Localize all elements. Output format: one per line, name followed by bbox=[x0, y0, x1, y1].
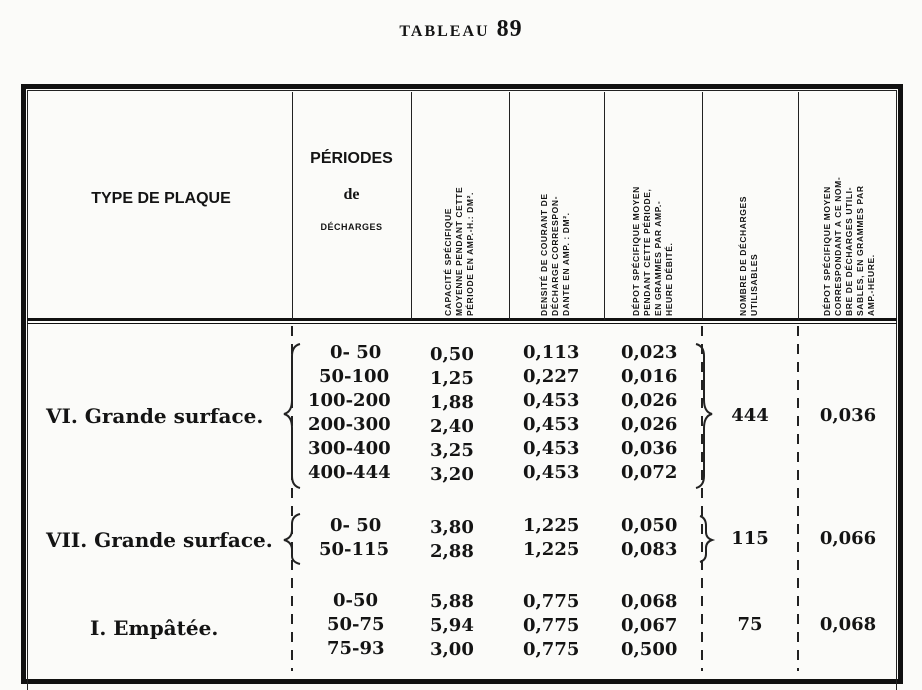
table-title-number: 89 bbox=[496, 16, 523, 42]
density-value: 1,225 bbox=[523, 515, 580, 536]
capacity-value: 2,88 bbox=[430, 541, 474, 562]
periods-column bbox=[308, 514, 389, 562]
header-periods-line1: PÉRIODES bbox=[310, 150, 393, 167]
count-value: 75 bbox=[737, 614, 763, 635]
capacity-column bbox=[430, 343, 474, 487]
deposit-value: 0,036 bbox=[621, 438, 678, 459]
density-value: 0,113 bbox=[523, 342, 580, 363]
header-periods bbox=[292, 150, 411, 232]
table-title bbox=[0, 16, 922, 43]
deposit-value: 0,050 bbox=[621, 515, 678, 536]
deposit-avg-value: 0,068 bbox=[819, 614, 877, 635]
col-divider-3 bbox=[509, 92, 510, 320]
count-value: 115 bbox=[731, 528, 769, 549]
capacity-value: 5,94 bbox=[430, 615, 474, 636]
period-value: 0- 50 bbox=[330, 515, 382, 536]
header-density: DENSITÉ DE COURANT DE DÉCHARGE CORRESPON- DANTE EN AMP. : DM². bbox=[539, 193, 571, 316]
density-value: 1,225 bbox=[523, 539, 580, 560]
density-value: 0,775 bbox=[523, 591, 580, 612]
capacity-value: 3,25 bbox=[430, 440, 474, 461]
capacity-value: 3,80 bbox=[430, 517, 474, 538]
density-column bbox=[523, 514, 579, 562]
deposit-value: 0,072 bbox=[621, 462, 678, 483]
deposit-column bbox=[621, 590, 677, 662]
col-divider-6 bbox=[798, 92, 799, 320]
density-value: 0,453 bbox=[523, 390, 580, 411]
period-value: 50-115 bbox=[319, 539, 390, 560]
density-value: 0,775 bbox=[523, 615, 580, 636]
capacity-value: 1,88 bbox=[430, 392, 474, 413]
group-type: VII. Grande surface. bbox=[46, 528, 273, 552]
periods-column bbox=[327, 589, 385, 661]
density-value: 0,227 bbox=[523, 366, 580, 387]
density-column bbox=[523, 341, 579, 485]
deposit-value: 0,026 bbox=[621, 390, 678, 411]
capacity-value: 3,20 bbox=[430, 464, 474, 485]
period-value: 200-300 bbox=[308, 414, 391, 435]
density-value: 0,453 bbox=[523, 438, 580, 459]
capacity-column bbox=[430, 590, 474, 662]
density-value: 0,453 bbox=[523, 414, 580, 435]
capacity-value: 1,25 bbox=[430, 368, 474, 389]
deposit-value: 0,500 bbox=[621, 639, 678, 660]
group-type: I. Empâtée. bbox=[90, 616, 219, 640]
header-rule-thin bbox=[27, 323, 897, 324]
period-value: 100-200 bbox=[308, 390, 391, 411]
table-title-word: TABLEAU bbox=[399, 23, 490, 40]
period-value: 50-75 bbox=[327, 614, 385, 635]
deposit-value: 0,068 bbox=[621, 591, 678, 612]
period-value: 0- 50 bbox=[330, 342, 382, 363]
deposit-avg-value: 0,036 bbox=[819, 405, 877, 426]
body-divider-1 bbox=[291, 326, 293, 671]
header-deposit-avg: DÉPOT SPÉCIFIQUE MOYEN CORRESPONDANT A CE NOM- BRE DE DÉCHARGES UTILI- SABLES, EN GRAMMES PAR AMP.-HEURE. bbox=[822, 176, 876, 316]
header-periods-line3: DÉCHARGES bbox=[320, 222, 383, 232]
period-value: 50-100 bbox=[319, 366, 390, 387]
period-value: 0-50 bbox=[333, 590, 379, 611]
header-count: NOMBRE DE DÉCHARGES UTILISABLES bbox=[738, 195, 759, 316]
periods-column bbox=[308, 341, 391, 485]
density-value: 0,775 bbox=[523, 639, 580, 660]
capacity-value: 3,00 bbox=[430, 639, 474, 660]
deposit-value: 0,016 bbox=[621, 366, 678, 387]
header-type: TYPE DE PLAQUE bbox=[91, 190, 231, 207]
capacity-value: 0,50 bbox=[430, 344, 474, 365]
deposit-value: 0,026 bbox=[621, 414, 678, 435]
density-value: 0,453 bbox=[523, 462, 580, 483]
header-deposit: DÉPOT SPÉCIFIQUE MOYEN PENDANT CETTE PÉRIODE, EN GRAMMES PAR AMP.- HEURE DÉBITÉ. bbox=[631, 186, 674, 316]
capacity-value: 5,88 bbox=[430, 591, 474, 612]
capacity-column bbox=[430, 516, 474, 564]
col-divider-4 bbox=[604, 92, 605, 320]
col-divider-5 bbox=[702, 92, 703, 320]
count-value: 444 bbox=[731, 405, 769, 426]
header-rule bbox=[27, 318, 897, 321]
deposit-value: 0,067 bbox=[621, 615, 678, 636]
deposit-value: 0,023 bbox=[621, 342, 678, 363]
period-value: 75-93 bbox=[327, 638, 385, 659]
capacity-value: 2,40 bbox=[430, 416, 474, 437]
col-divider-2 bbox=[411, 92, 412, 320]
period-value: 300-400 bbox=[308, 438, 391, 459]
period-value: 400-444 bbox=[308, 462, 391, 483]
header-periods-line2: de bbox=[343, 186, 360, 203]
group-type: VI. Grande surface. bbox=[46, 404, 264, 428]
deposit-column bbox=[621, 341, 677, 485]
deposit-avg-value: 0,066 bbox=[819, 528, 877, 549]
density-column bbox=[523, 590, 579, 662]
header-capacity: CAPACITÉ SPÉCIFIQUE MOYENNE PENDANT CETTE PÉRIODE EN AMP.-H.: DM². bbox=[443, 186, 475, 316]
deposit-column bbox=[621, 514, 677, 562]
deposit-value: 0,083 bbox=[621, 539, 678, 560]
